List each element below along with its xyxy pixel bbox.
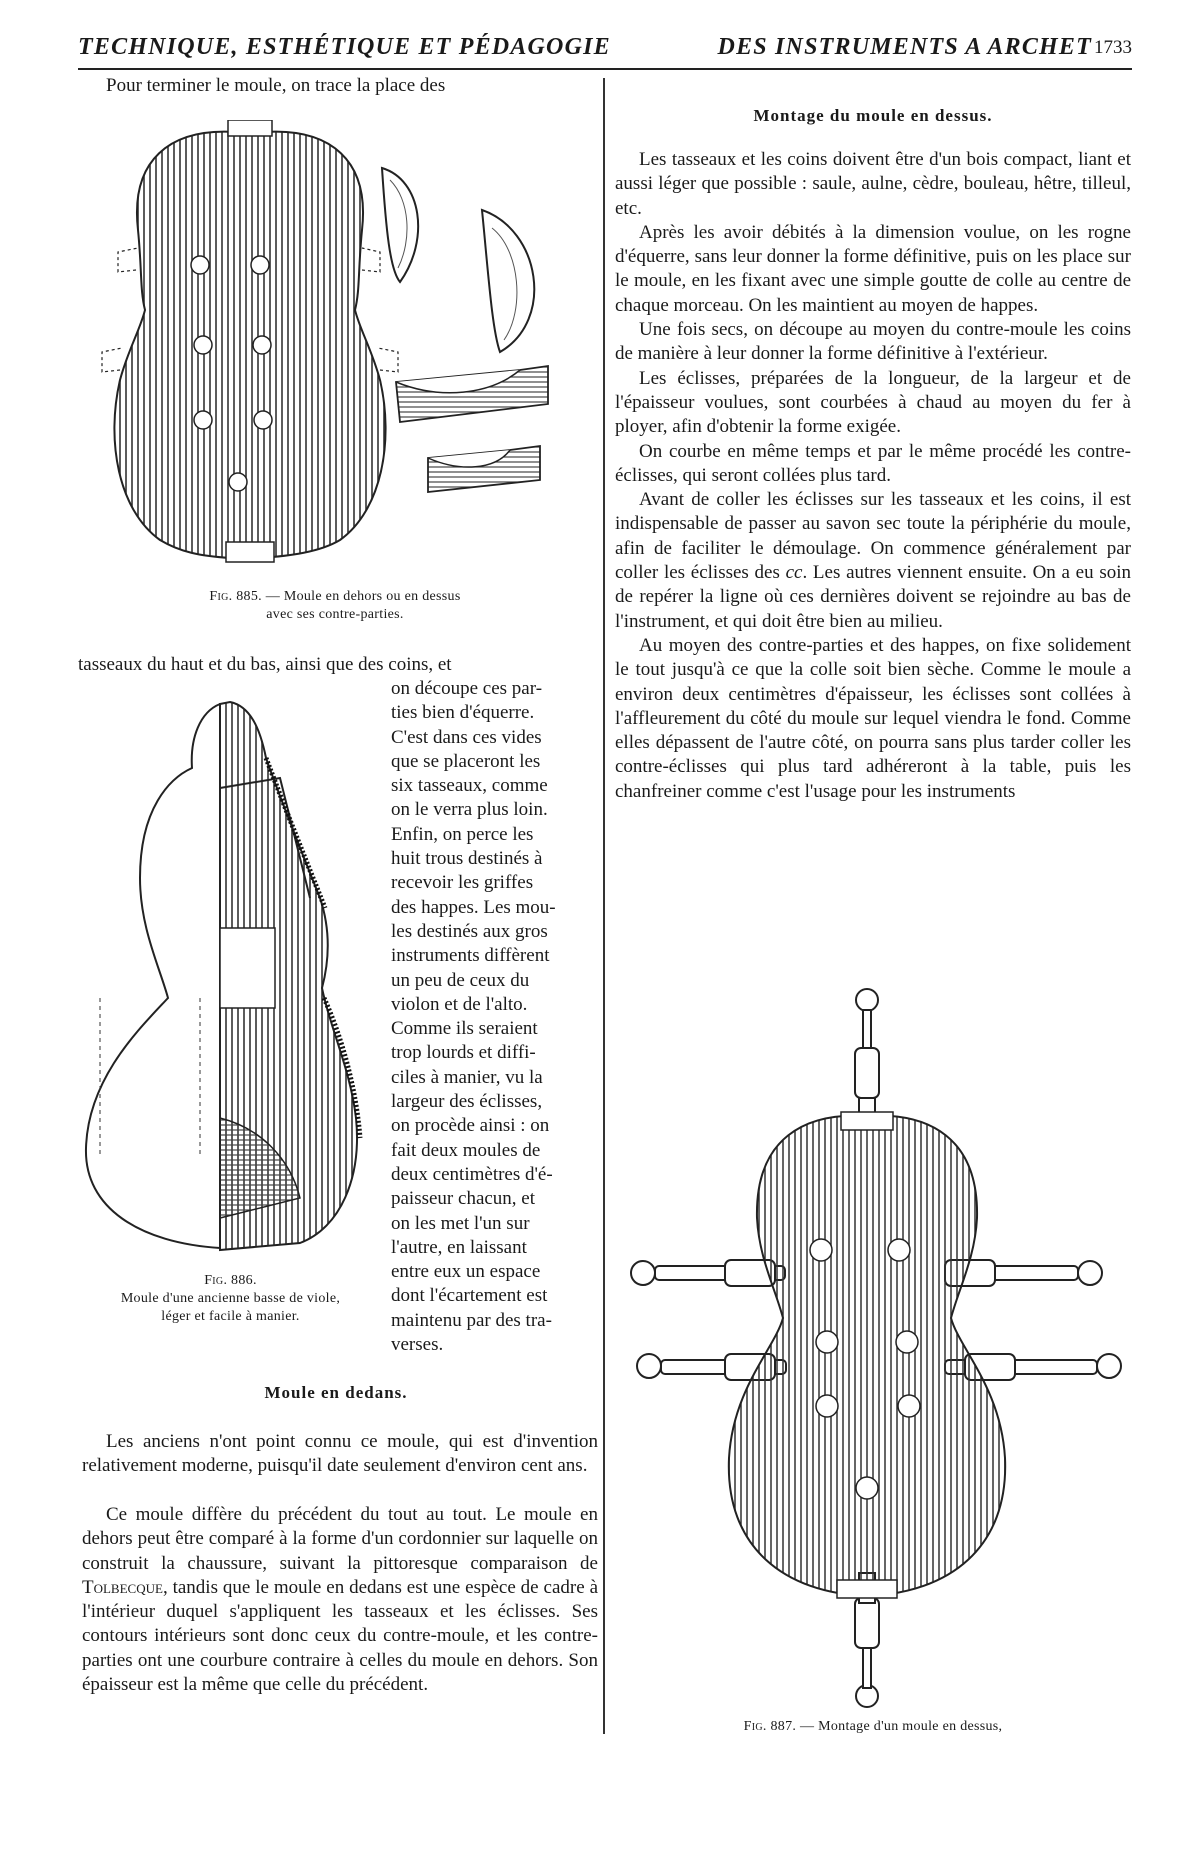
wrap-line: entre eux un espace xyxy=(391,1261,541,1283)
figure-886-illustration xyxy=(80,698,380,1258)
left-paragraph-1: Les anciens n'ont point connu ce moule, qui est d'invention relativement moderne, puisqu'il date seulement d'environ cent ans. xyxy=(82,1431,598,1477)
figure-887-illustration xyxy=(625,988,1135,1718)
wrap-line: maintenu par des tra- xyxy=(391,1309,552,1331)
wrap-line: ciles à manier, vu la xyxy=(391,1066,543,1088)
wrap-line: que se placeront les xyxy=(391,750,541,772)
right-paragraph-2: Après les avoir débités à la dimension voulue, on les rogne d'équerre, sans leur donner la forme définitive, puis on les place sur le moule, en les fixant avec une simple goutte de colle au centre de chaque morceau. On les maintient au moyen de happes. xyxy=(615,221,1131,316)
wrap-line: huit trous destinés à xyxy=(391,848,543,870)
wrap-line: Enfin, on perce les xyxy=(391,823,534,845)
right-paragraph-4: Les éclisses, préparées de la longueur, de la largeur et de l'épaisseur voulues, sont courbées à chaud au moyen du fer à ployer, afin d'obtenir la forme exigée. xyxy=(615,367,1131,438)
wrap-line: instruments diffèrent xyxy=(391,945,550,967)
wrap-line: paisseur chacun, et xyxy=(391,1188,536,1210)
figure-887-caption-text: — Montage d'un moule en dessus, xyxy=(800,1719,1003,1734)
left-paragraph-2-part-a: Ce moule diffère du précédent du tout au tout. Le moule en dehors peut être comparé à la forme d'un cordonnier sur laquelle on construit la chaussure, suivant la pittoresque comparaison de xyxy=(82,1504,598,1574)
left-intro-paragraph: Pour terminer le moule, on trace la place des xyxy=(106,75,446,96)
wrap-line: ties bien d'équerre. xyxy=(391,702,535,724)
wrap-line: six tasseaux, comme xyxy=(391,775,548,797)
figure-885-label: Fig. 885. xyxy=(209,589,262,604)
wrap-line: des happes. Les mou- xyxy=(391,896,556,918)
wrap-line: on les met l'un sur xyxy=(391,1212,530,1234)
wrap-line: on découpe ces par- xyxy=(391,678,543,699)
right-column-text xyxy=(615,148,1131,804)
term-cc: cc xyxy=(785,562,803,584)
right-paragraph-5: On courbe en même temps et par le même procédé les contre-éclisses, qui seront collées plus tard. xyxy=(615,440,1131,486)
header-right-title: DES INSTRUMENTS A ARCHET xyxy=(717,34,1092,60)
figure-886-caption xyxy=(78,1272,383,1326)
wrap-line: les destinés aux gros xyxy=(391,920,548,942)
right-paragraph-6-part-a: Avant de coller les éclisses sur les tasseaux et les coins, il est indispensable de passer au savon sec toute la périphérie du moule, afin de faciliter le démoulage. On commence généralement par coller les éclisses des xyxy=(615,489,1131,584)
wrap-line: fait deux moules de xyxy=(391,1139,541,1161)
figure-887-label: Fig. 887. xyxy=(743,1719,797,1734)
wrap-line: largeur des éclisses, xyxy=(391,1091,543,1113)
right-paragraph-6-part-b: . Les autres viennent ensuite. On a eu soin de repérer la ligne où ces dernières doivent se rejoindre au bas de l'instrument, et qui doit être bien au milieu. xyxy=(615,562,1131,632)
author-name-tolbecque: Tolbecque xyxy=(82,1576,163,1598)
left-paragraph-2-part-b: , tandis que le moule en dedans est une espèce de cadre à l'intérieur duquel s'appliquent les tasseaux et les éclisses. Ses contours intérieurs sont donc ceux du contre-moule, et les contre-parties ont une courbure contraire à celles du moule en dehors. Son épaisseur est la même que celle du précédent. xyxy=(82,1576,598,1696)
header-left-title: TECHNIQUE, ESTHÉTIQUE ET PÉDAGOGIE xyxy=(78,34,611,60)
wrap-line: on procède ainsi : on xyxy=(391,1115,550,1137)
section-title-moule-en-dedans: Moule en dedans. xyxy=(264,1383,408,1402)
figure-885-caption-text-2: avec ses contre-parties. xyxy=(266,607,404,622)
wrap-line: trop lourds et diffi- xyxy=(391,1042,536,1064)
page-number: 1733 xyxy=(1094,37,1132,58)
wrap-line: Comme ils seraient xyxy=(391,1018,538,1040)
right-paragraph-7: Au moyen des contre-parties et des happes, on fixe solidement le tout jusqu'à ce que la colle soit bien sèche. Comme le moule a environ deux centimètres d'épaisseur, les éclisses sont collées à l'affleurement du côté du moule sur lequel viendra le fond. Comme elles dépassent de l'autre côté, on pourra sans plus tarder coller les contre-éclisses qui plus tard adhéreront à la table, puis les chanfreiner comme c'est l'usage pour les instruments xyxy=(615,634,1131,802)
right-paragraph-6 xyxy=(615,488,1131,634)
wrap-line: on le verra plus loin. xyxy=(391,799,548,821)
wrapped-text-column xyxy=(391,677,596,1357)
running-header xyxy=(78,28,1132,70)
wrap-line: C'est dans ces vides xyxy=(391,726,542,748)
wrap-line: un peu de ceux du xyxy=(391,969,530,991)
figure-886-caption-text-2: léger et facile à manier. xyxy=(161,1309,300,1324)
figure-887-caption xyxy=(615,1718,1131,1736)
left-paragraph-2 xyxy=(82,1503,598,1697)
wrap-line: deux centimètres d'é- xyxy=(391,1163,553,1185)
column-divider xyxy=(603,78,605,1734)
wrap-line: l'autre, en laissant xyxy=(391,1236,527,1258)
wrap-line: recevoir les griffes xyxy=(391,872,534,894)
figure-885-caption xyxy=(120,588,550,624)
wrap-line: dont l'écartement est xyxy=(391,1285,548,1307)
wrap-line: violon et de l'alto. xyxy=(391,993,528,1015)
wrap-line: verses. xyxy=(391,1334,444,1356)
figure-885-illustration xyxy=(100,120,570,570)
left-continued-line: tasseaux du haut et du bas, ainsi que des coins, et xyxy=(78,654,452,675)
figure-886-label: Fig. 886. xyxy=(204,1273,257,1288)
right-paragraph-1: Les tasseaux et les coins doivent être d'un bois compact, liant et aussi léger que possible : saule, aulne, cèdre, bouleau, hêtre, tilleul, etc. xyxy=(615,149,1131,219)
right-paragraph-3: Une fois secs, on découpe au moyen du contre-moule les coins de manière à leur donner la forme définitive à l'extérieur. xyxy=(615,319,1131,365)
figure-885-caption-text: — Moule en dehors ou en dessus xyxy=(265,589,461,604)
figure-886-caption-text: Moule d'une ancienne basse de viole, xyxy=(120,1291,341,1306)
section-title-montage-du-moule: Montage du moule en dessus. xyxy=(753,106,993,125)
